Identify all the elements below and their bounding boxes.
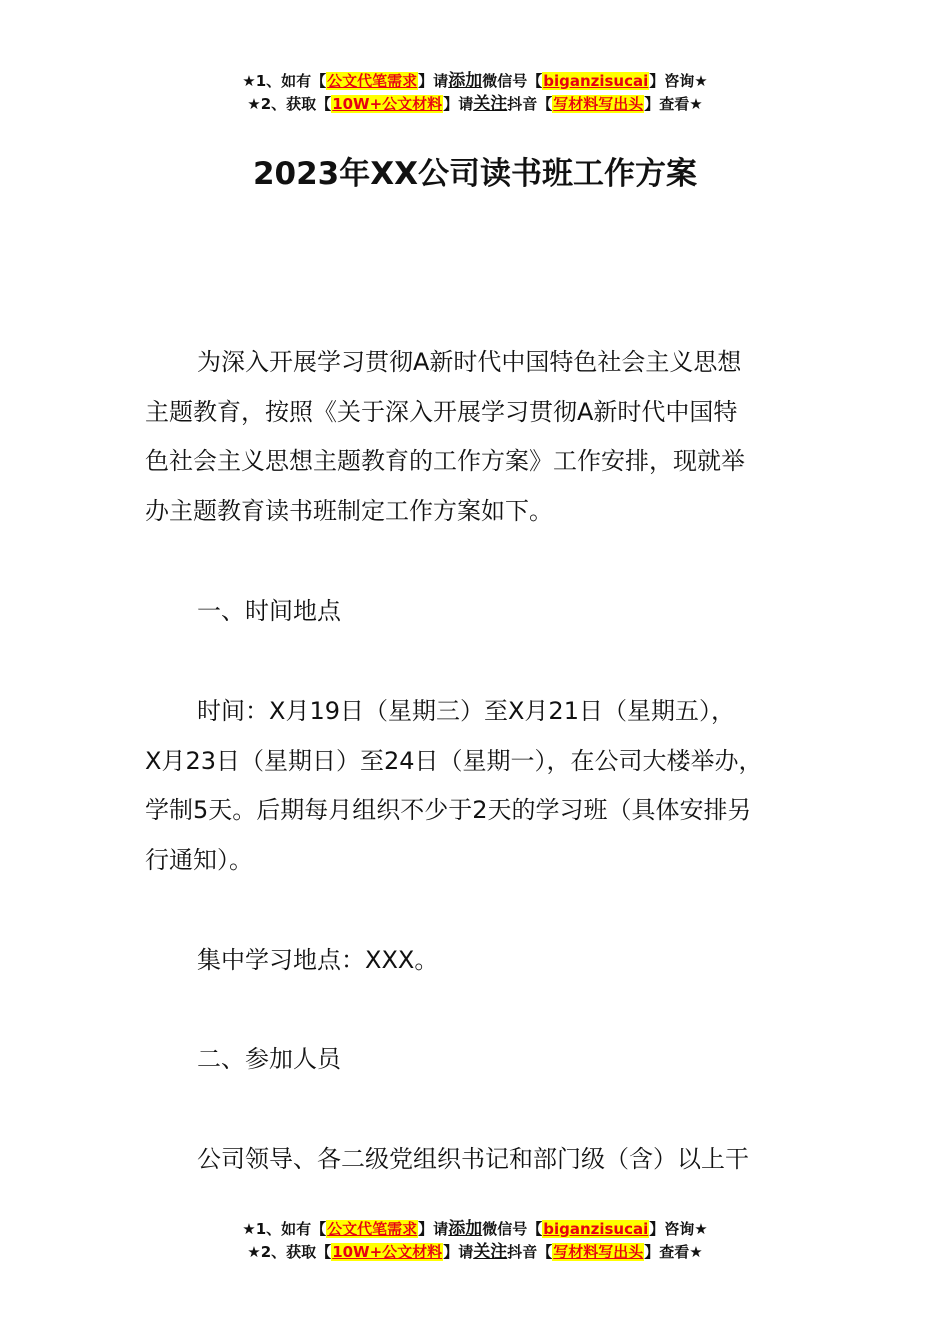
materials-highlight: 10W+公文材料 <box>332 1243 443 1261</box>
materials-highlight: 10W+公文材料 <box>332 95 443 113</box>
time-paragraph <box>145 687 825 885</box>
banner-line-1: ★1、如有【公文代笔需求】请添加微信号【biganzisucai】咨询★ <box>242 1219 708 1239</box>
time-line: 时间：X月19日（星期三）至X月21日（星期五）， <box>197 697 735 725</box>
time-line: 行通知）。 <box>145 845 253 874</box>
wechat-id-highlight: biganzisucai <box>543 1220 649 1238</box>
banner-line-2: ★2、获取【10W+公文材料】请关注抖音【写材料写出头】查看★ <box>247 1242 703 1262</box>
banner-line-1: ★1、如有【公文代笔需求】请添加微信号【biganzisucai】咨询★ <box>242 71 708 91</box>
intro-line: 主题教育，按照《关于深入开展学习贯彻A新时代中国特 <box>145 397 738 426</box>
time-line: 学制5天。后期每月组织不少于2天的学习班（具体安排另 <box>145 796 752 824</box>
intro-paragraph <box>145 338 825 536</box>
banner-line-2: ★2、获取【10W+公文材料】请关注抖音【写材料写出头】查看★ <box>247 94 703 114</box>
participants-paragraph: 公司领导、各二级党组织书记和部门级（含）以上干 <box>197 1145 749 1173</box>
intro-line: 色社会主义思想主题教育的工作方案》工作安排，现就举 <box>145 447 745 475</box>
top-banner <box>0 70 950 116</box>
section-heading-time-place: 一、时间地点 <box>197 597 341 625</box>
intro-line: 为深入开展学习贯彻A新时代中国特色社会主义思想 <box>197 348 742 376</box>
document-title: 2023年XX公司读书班工作方案 <box>252 156 698 192</box>
ghostwriting-highlight: 公文代笔需求 <box>327 1220 418 1238</box>
location-paragraph: 集中学习地点：XXX。 <box>197 946 439 974</box>
bottom-banner <box>0 1218 950 1264</box>
ghostwriting-highlight: 公文代笔需求 <box>327 72 418 90</box>
intro-line: 办主题教育读书班制定工作方案如下。 <box>145 496 553 525</box>
douyin-id-highlight: 写材料写出头 <box>553 95 644 113</box>
time-line: X月23日（星期日）至24日（星期一），在公司大楼举办， <box>145 746 763 775</box>
section-heading-participants: 二、参加人员 <box>197 1045 341 1073</box>
wechat-id-highlight: biganzisucai <box>543 72 649 90</box>
douyin-id-highlight: 写材料写出头 <box>553 1243 644 1261</box>
